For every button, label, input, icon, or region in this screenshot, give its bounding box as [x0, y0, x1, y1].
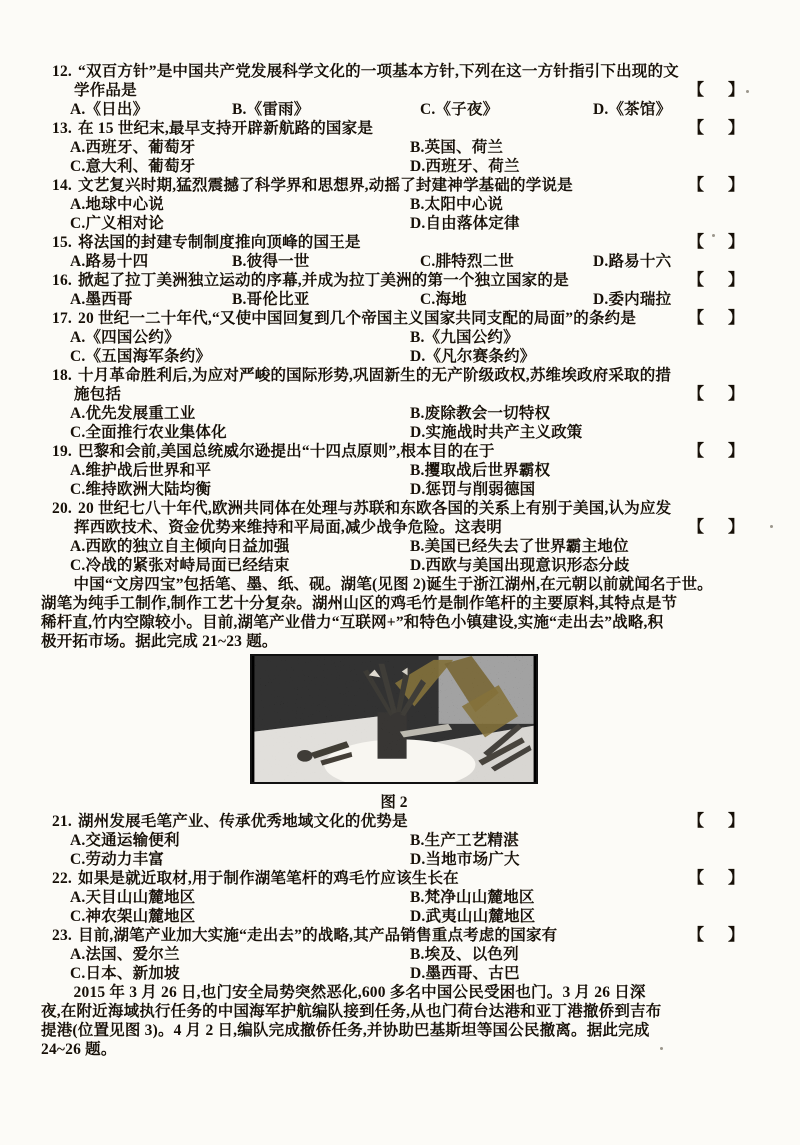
stem-text: 20 世纪七八十年代,欧洲共同体在处理与苏联和东欧各国的关系上有别于美国,认为应发: [78, 500, 672, 517]
option-d: D.委内瑞拉: [593, 291, 672, 308]
figure-2-caption: 图 2: [380, 794, 408, 811]
option-row: [52, 537, 744, 556]
question-stem: [52, 366, 744, 404]
option-d: D.实施战时共产主义政策: [410, 424, 583, 441]
option-d: D.西欧与美国出现意识形态分歧: [410, 557, 630, 574]
option-c: C.日本、新加坡: [70, 965, 180, 982]
option-c: C.维持欧洲大陆均衡: [70, 481, 212, 498]
option-c: C.冷战的紧张对峙局面已经结束: [70, 557, 290, 574]
question-number: 20.: [52, 500, 72, 517]
question-number: 15.: [52, 234, 72, 251]
answer-bracket-close: 】: [727, 272, 744, 289]
option-row: [52, 404, 744, 423]
answer-bracket: [688, 176, 744, 195]
question-14: [52, 176, 744, 233]
question-13: [52, 119, 744, 176]
answer-bracket-open: 【: [687, 177, 704, 194]
option-c: C.广义相对论: [70, 215, 164, 232]
option-d: D.路易十六: [593, 253, 672, 270]
scan-dust-dot: [660, 1047, 663, 1050]
option-c: C.《五国海军条约》: [70, 348, 212, 365]
stem-line: [52, 442, 744, 461]
option-d: D.《凡尔赛条约》: [410, 348, 536, 365]
option-row: [52, 138, 744, 157]
option-d: D.当地市场广大: [410, 851, 520, 868]
option-row: [52, 907, 744, 926]
question-number: 16.: [52, 272, 72, 289]
questions-21-23: [52, 812, 744, 983]
answer-bracket-open: 【: [687, 310, 704, 327]
option-d: D.西班牙、荷兰: [410, 158, 520, 175]
question-number: 19.: [52, 443, 72, 460]
question-stem: [52, 926, 744, 945]
passage-line: 中国“文房四宝”包括笔、墨、纸、砚。湖笔(见图 2)诞生于浙江湖州,在元朝以前就闻名于世。: [73, 576, 713, 593]
option-b: B.哥伦比亚: [232, 291, 310, 308]
stem-text: 十月革命胜利后,为应对严峻的国际形势,巩固新生的无产阶级政权,苏维埃政府采取的措: [78, 367, 672, 384]
stem-text: 20 世纪一二十年代,“又使中国回复到几个帝国主义国家共同支配的局面”的条约是: [78, 310, 637, 327]
option-c: C.劳动力丰富: [70, 851, 164, 868]
option-b: B.埃及、以色列: [410, 946, 519, 963]
option-b: B.《雷雨》: [232, 101, 310, 118]
option-a: A.交通运输便利: [70, 832, 180, 849]
answer-bracket: [688, 812, 744, 831]
option-b: B.废除教会一切特权: [410, 405, 551, 422]
question-number: 13.: [52, 120, 72, 137]
answer-bracket-close: 】: [727, 519, 744, 536]
question-stem: [52, 442, 744, 461]
answer-bracket-open: 【: [687, 82, 704, 99]
question-18: [52, 366, 744, 442]
option-b: B.美国已经失去了世界霸主地位: [410, 538, 629, 555]
answer-bracket-close: 】: [727, 310, 744, 327]
stem-line: [52, 62, 744, 81]
option-row: [52, 328, 744, 347]
answer-bracket: [688, 81, 744, 100]
answer-bracket-open: 【: [687, 386, 704, 403]
option-b: B.英国、荷兰: [410, 139, 504, 156]
answer-bracket-close: 】: [727, 120, 744, 137]
option-d: D.自由落体定律: [410, 215, 520, 232]
stem-line: [52, 926, 744, 945]
question-15: [52, 233, 744, 271]
option-row: [52, 100, 744, 119]
question-stem: [52, 309, 744, 328]
figure-2-block: [52, 654, 744, 812]
option-d: D.《茶馆》: [593, 101, 672, 118]
stem-text: 在 15 世纪末,最早支持开辟新航路的国家是: [78, 120, 374, 137]
option-row: [52, 831, 744, 850]
question-stem: [52, 812, 744, 831]
question-stem: [52, 869, 744, 888]
option-b: B.太阳中心说: [410, 196, 504, 213]
passage-line: 极开拓市场。据此完成 21~23 题。: [41, 633, 278, 650]
option-b: B.《九国公约》: [410, 329, 519, 346]
option-row: [52, 850, 744, 869]
option-row: [52, 964, 744, 983]
option-a: A.优先发展重工业: [70, 405, 196, 422]
answer-bracket-close: 】: [727, 386, 744, 403]
stem-line: 学作品是: [74, 82, 137, 99]
questions-12-20: [52, 62, 744, 575]
page-content: [41, 62, 744, 1059]
option-a: A.《日出》: [70, 101, 149, 118]
stem-line: [52, 119, 744, 138]
question-21: [52, 812, 744, 869]
stem-line: [52, 366, 744, 385]
passage-line: 2015 年 3 月 26 日,也门安全局势突然恶化,600 多名中国公民受困也门。3 月 26 日深: [73, 984, 646, 1001]
answer-bracket: [688, 518, 744, 537]
passage-line: 稀杆直,竹内空隙较小。目前,湖笔产业借力“互联网+”和特色小镇建设,实施“走出去”战略,积: [41, 614, 664, 631]
option-b: B.攫取战后世界霸权: [410, 462, 551, 479]
question-number: 21.: [52, 813, 72, 830]
passage-hubi: [41, 575, 753, 651]
question-20: [52, 499, 744, 575]
question-stem: [52, 271, 744, 290]
question-23: [52, 926, 744, 983]
question-22: [52, 869, 744, 926]
stem-line: [52, 812, 744, 831]
option-d: D.墨西哥、古巴: [410, 965, 520, 982]
scan-dust-dot: [746, 90, 749, 93]
option-row: [52, 214, 744, 233]
stem-line: 挥西欧技术、资金优势来维持和平局面,减少战争危险。这表明: [74, 519, 502, 536]
option-a: A.天目山山麓地区: [70, 889, 196, 906]
option-b: B.生产工艺精湛: [410, 832, 519, 849]
stem-text: 巴黎和会前,美国总统威尔逊提出“十四点原则”,根本目的在于: [78, 443, 495, 460]
hubi-brushes-photo-icon: [250, 654, 538, 784]
stem-text: 如果是就近取材,用于制作湖笔笔杆的鸡毛竹应该生长在: [78, 870, 459, 887]
option-row: [52, 556, 744, 575]
answer-bracket-open: 【: [687, 927, 704, 944]
scan-dust-dot: [712, 234, 715, 237]
stem-line: [52, 869, 744, 888]
stem-text: 掀起了拉丁美洲独立运动的序幕,并成为拉丁美洲的第一个独立国家的是: [78, 272, 569, 289]
question-19: [52, 442, 744, 499]
answer-bracket-close: 】: [727, 443, 744, 460]
answer-bracket-close: 】: [727, 177, 744, 194]
option-a: A.路易十四: [70, 253, 149, 270]
option-b: B.梵净山山麓地区: [410, 889, 535, 906]
answer-bracket: [688, 442, 744, 461]
answer-bracket-open: 【: [687, 120, 704, 137]
stem-text: “双百方针”是中国共产党发展科学文化的一项基本方针,下列在这一方针指引下出现的文: [78, 63, 679, 80]
option-d: D.惩罚与削弱德国: [410, 481, 536, 498]
option-row: [52, 195, 744, 214]
answer-bracket: [688, 385, 744, 404]
option-row: [52, 290, 744, 309]
option-a: A.西欧的独立自主倾向日益加强: [70, 538, 290, 555]
option-c: C.全面推行农业集体化: [70, 424, 227, 441]
option-row: [52, 945, 744, 964]
stem-line: 施包括: [74, 386, 122, 403]
stem-text: 湖州发展毛笔产业、传承优秀地域文化的优势是: [78, 813, 408, 830]
question-number: 12.: [52, 63, 72, 80]
question-stem: [52, 233, 744, 252]
answer-bracket-close: 】: [727, 813, 744, 830]
option-a: A.地球中心说: [70, 196, 164, 213]
option-row: [52, 423, 744, 442]
stem-line: [52, 233, 744, 252]
stem-line: [52, 176, 744, 195]
stem-text: 文艺复兴时期,猛烈震撼了科学界和思想界,动摇了封建神学基础的学说是: [78, 177, 573, 194]
question-stem: [52, 62, 744, 100]
question-stem: [52, 499, 744, 537]
question-number: 17.: [52, 310, 72, 327]
stem-line: [52, 309, 744, 328]
option-a: A.西班牙、葡萄牙: [70, 139, 196, 156]
answer-bracket-open: 【: [687, 870, 704, 887]
answer-bracket-open: 【: [687, 519, 704, 536]
question-stem: [52, 176, 744, 195]
option-c: C.海地: [420, 291, 467, 308]
passage-line: 夜,在附近海域执行任务的中国海军护航编队接到任务,从也门荷台达港和亚丁港撤侨到吉布: [41, 1003, 662, 1020]
passage-line: 24~26 题。: [41, 1041, 117, 1058]
option-c: C.《子夜》: [420, 101, 499, 118]
stem-line: [52, 499, 744, 518]
question-17: [52, 309, 744, 366]
answer-bracket: [688, 119, 744, 138]
stem-text: 将法国的封建专制制度推向顶峰的国王是: [78, 234, 361, 251]
option-a: A.墨西哥: [70, 291, 133, 308]
answer-bracket-close: 】: [727, 82, 744, 99]
option-a: A.法国、爱尔兰: [70, 946, 180, 963]
question-number: 18.: [52, 367, 72, 384]
answer-bracket: [688, 926, 744, 945]
answer-bracket-open: 【: [687, 813, 704, 830]
question-stem: [52, 119, 744, 138]
option-c: C.意大利、葡萄牙: [70, 158, 196, 175]
option-row: [52, 480, 744, 499]
question-number: 22.: [52, 870, 72, 887]
answer-bracket: [688, 869, 744, 888]
stem-line: [52, 271, 744, 290]
question-12: [52, 62, 744, 119]
passage-line: 湖笔为纯手工制作,制作工艺十分复杂。湖州山区的鸡毛竹是制作笔杆的主要原料,其特点是节: [41, 595, 678, 612]
option-a: A.维护战后世界和平: [70, 462, 212, 479]
option-row: [52, 888, 744, 907]
passage-line: 提港(位置见图 3)。4 月 2 日,编队完成撤侨任务,并协助巴基斯坦等国公民撤离。据此完成: [41, 1022, 650, 1039]
question-number: 23.: [52, 927, 72, 944]
answer-bracket: [688, 309, 744, 328]
answer-bracket-open: 【: [687, 443, 704, 460]
option-c: C.神农架山麓地区: [70, 908, 196, 925]
option-row: [52, 252, 744, 271]
option-d: D.武夷山山麓地区: [410, 908, 536, 925]
option-c: C.腓特烈二世: [420, 253, 514, 270]
answer-bracket-close: 】: [727, 234, 744, 251]
answer-bracket-open: 【: [687, 234, 704, 251]
option-a: A.《四国公约》: [70, 329, 180, 346]
passage-yemen: [41, 983, 753, 1059]
scan-dust-dot: [770, 525, 773, 528]
answer-bracket-close: 】: [727, 870, 744, 887]
option-row: [52, 157, 744, 176]
option-row: [52, 347, 744, 366]
answer-bracket: [688, 271, 744, 290]
answer-bracket-close: 】: [727, 927, 744, 944]
question-number: 14.: [52, 177, 72, 194]
stem-text: 目前,湖笔产业加大实施“走出去”的战略,其产品销售重点考虑的国家有: [78, 927, 558, 944]
option-b: B.彼得一世: [232, 253, 310, 270]
answer-bracket-open: 【: [687, 272, 704, 289]
answer-bracket: [688, 233, 744, 252]
question-16: [52, 271, 744, 309]
option-row: [52, 461, 744, 480]
